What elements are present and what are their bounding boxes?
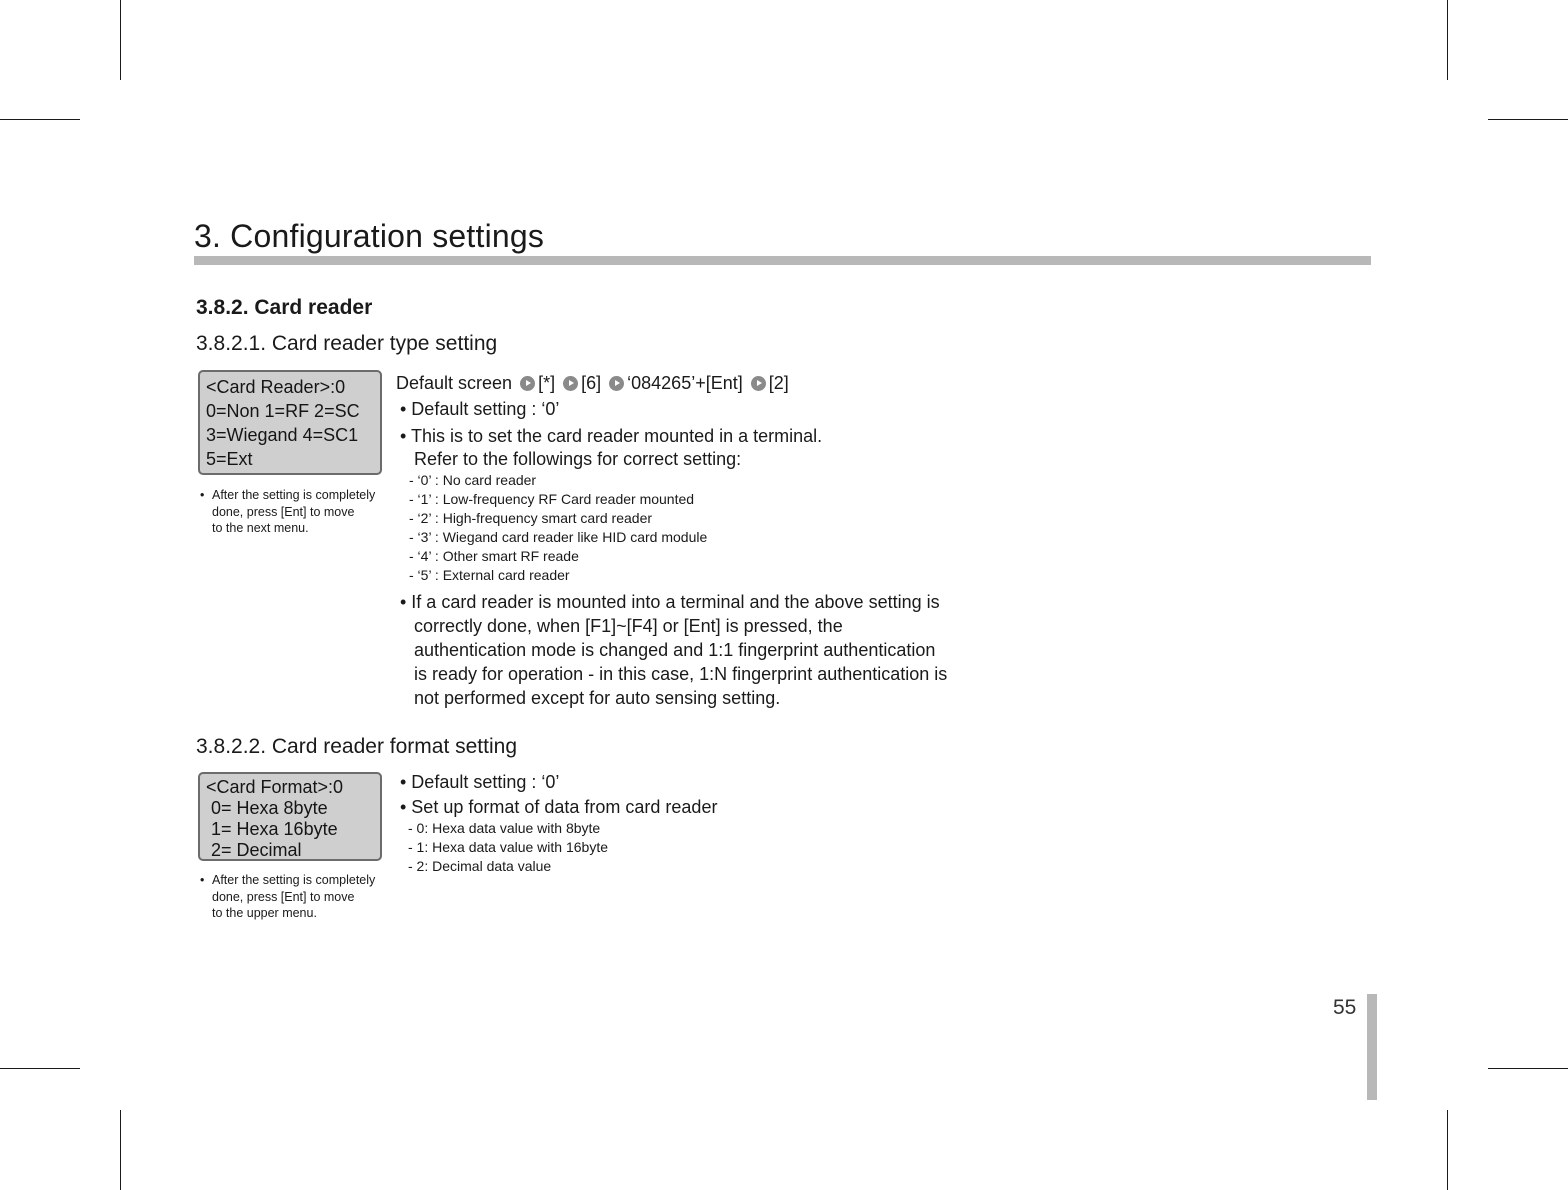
lcd-line: 1= Hexa 16byte <box>206 819 338 839</box>
path-step: ‘084265’+[Ent] <box>627 373 743 393</box>
side-note-text: After the setting is completely done, press [Ent] to move to the next menu. <box>212 488 376 535</box>
lcd-line: 0= Hexa 8byte <box>206 798 328 818</box>
side-note-type <box>200 487 400 537</box>
list-item: - ‘2’ : High-frequency smart card reader <box>409 510 653 526</box>
bullet-icon: • <box>200 873 205 887</box>
option-list-type <box>409 471 707 585</box>
path-step: [6] <box>581 373 602 393</box>
list-item: - 0: Hexa data value with 8byte <box>408 820 601 836</box>
title-rule <box>194 256 1371 265</box>
refer-text: Refer to the followings for correct setting: <box>414 449 742 469</box>
crop-mark <box>120 0 121 80</box>
default-setting-type: • Default setting : ‘0’ <box>400 399 560 419</box>
paragraph-line: authentication mode is changed and 1:1 fingerprint authentication <box>414 640 936 660</box>
lcd-line: 2= Decimal <box>206 840 302 860</box>
path-prefix: Default screen <box>396 373 513 393</box>
paragraph-line: not performed except for auto sensing setting. <box>414 688 781 708</box>
list-item: - 1: Hexa data value with 16byte <box>408 839 609 855</box>
lcd-line: <Card Reader>:0 <box>206 377 346 397</box>
section-title: 3.8.2. Card reader <box>196 296 373 319</box>
right-arrow-circle-icon <box>751 376 766 391</box>
list-item: - ‘0’ : No card reader <box>409 472 537 488</box>
page-number-bar <box>1367 994 1377 1100</box>
crop-mark <box>120 1110 121 1190</box>
subsection-title-format: 3.8.2.2. Card reader format setting <box>196 735 517 758</box>
side-note-text: After the setting is completely done, press [Ent] to move to the upper menu. <box>212 873 376 920</box>
menu-path <box>396 371 789 395</box>
default-setting-format: • Default setting : ‘0’ <box>400 772 560 792</box>
right-arrow-circle-icon <box>563 376 578 391</box>
paragraph-line: correctly done, when [F1]~[F4] or [Ent] is pressed, the <box>414 616 843 636</box>
crop-mark <box>1447 1110 1448 1190</box>
description-format: • Set up format of data from card reader <box>400 797 718 817</box>
path-step: [2] <box>768 373 789 393</box>
lcd-card-format <box>198 772 382 861</box>
right-arrow-circle-icon <box>520 376 535 391</box>
list-item: - ‘5’ : External card reader <box>409 567 570 583</box>
paragraph-line: is ready for operation - in this case, 1:N fingerprint authentication is <box>414 664 948 684</box>
path-step: [*] <box>538 373 556 393</box>
description-type: • This is to set the card reader mounted in a terminal. <box>400 426 823 446</box>
page-number: 55 <box>1333 996 1357 1019</box>
paragraph-line: • If a card reader is mounted into a terminal and the above setting is <box>400 592 940 612</box>
lcd-line: 3=Wiegand 4=SC1 <box>206 425 359 445</box>
lcd-line: <Card Format>:0 <box>206 777 344 797</box>
lcd-line: 5=Ext <box>206 449 253 469</box>
crop-mark <box>1447 0 1448 80</box>
right-arrow-circle-icon <box>609 376 624 391</box>
lcd-card-reader <box>198 370 382 475</box>
subsection-title-type: 3.8.2.1. Card reader type setting <box>196 332 498 355</box>
list-item: - 2: Decimal data value <box>408 858 552 874</box>
list-item: - ‘4’ : Other smart RF reade <box>409 548 579 564</box>
paragraph-card-auth <box>400 590 947 710</box>
crop-mark <box>1488 1068 1568 1069</box>
list-item: - ‘1’ : Low-frequency RF Card reader mounted <box>409 491 695 507</box>
option-list-format <box>408 819 608 876</box>
crop-mark <box>0 119 80 120</box>
bullet-icon: • <box>200 488 205 502</box>
list-item: - ‘3’ : Wiegand card reader like HID card module <box>409 529 708 545</box>
crop-mark <box>1488 119 1568 120</box>
side-note-format <box>200 872 400 922</box>
chapter-title: 3. Configuration settings <box>194 218 545 254</box>
crop-mark <box>0 1068 80 1069</box>
lcd-line: 0=Non 1=RF 2=SC <box>206 401 360 421</box>
